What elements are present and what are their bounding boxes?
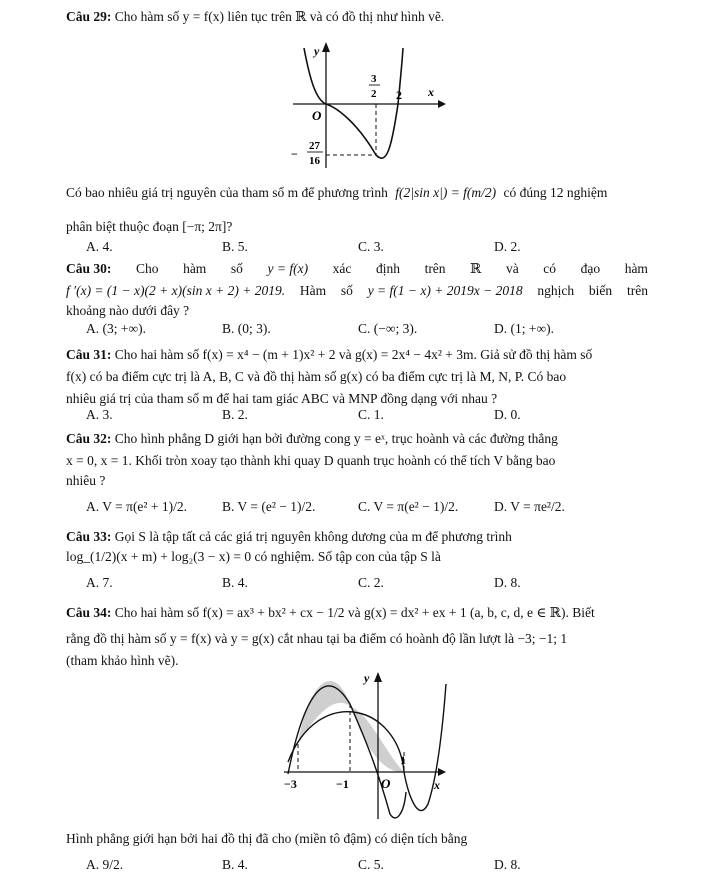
q34-line2: rằng đồ thị hàm số y = f(x) và y = g(x) cắt nhau tại ba điểm có hoành độ lần lượt là −3; −1; 1 — [66, 631, 568, 646]
q29-x-two-label: 2 — [396, 88, 402, 102]
q29-option-c[interactable]: C. 3. — [358, 239, 384, 254]
q30-l2w5: biến — [588, 283, 613, 298]
q33-option-d[interactable]: D. 8. — [494, 575, 521, 590]
q29-text1: Có bao nhiêu giá trị nguyên của tham số m để phương trình — [66, 185, 388, 200]
q30-line2 — [66, 282, 648, 299]
q33-option-b[interactable]: B. 4. — [222, 575, 248, 590]
q32-option-a[interactable]: A. V = π(e² + 1)/2. — [86, 499, 187, 514]
q29-origin-label: O — [312, 108, 322, 123]
q29-minus-sign: − — [291, 147, 298, 161]
q30-option-b[interactable]: B. (0; 3). — [222, 321, 271, 336]
q30-w1: hàm — [183, 261, 207, 276]
q29-min-num: 27 — [309, 140, 320, 152]
q34-line4: Hình phẳng giới hạn bởi hai đồ thị đã cho (miền tô đậm) có diện tích bằng — [66, 831, 468, 846]
q29-stem-text: Cho hàm số y = f(x) liên tục trên ℝ và có đồ thị như hình vẽ. — [114, 9, 445, 24]
q31-option-c[interactable]: C. 1. — [358, 407, 384, 422]
q30-w8: và — [505, 261, 519, 276]
q34-x1-label: 1 — [400, 753, 406, 767]
q31-option-d[interactable]: D. 0. — [494, 407, 521, 422]
q31-option-b[interactable]: B. 2. — [222, 407, 248, 422]
q29-option-a[interactable]: A. 4. — [86, 239, 113, 254]
q33-line1-text: Gọi S là tập tất cả các giá trị nguyên không dương của m để phương trình — [114, 529, 512, 544]
q34-label: Câu 34: — [66, 605, 112, 620]
q30-w6: trên — [424, 261, 446, 276]
q31-line3: nhiêu giá trị của tham số m để hai tam giác ABC và MNP đồng dạng với nhau ? — [66, 391, 498, 406]
q34-x-label: x — [434, 778, 440, 792]
q30-line3: khoảng nào dưới đây ? — [66, 303, 190, 318]
q31-line1-text: Cho hai hàm số f(x) = x⁴ − (m + 1)x² + 2 và g(x) = 2x⁴ − 4x² + 3m. Giả sử đồ thị hàm số — [114, 347, 593, 362]
y-axis-arrow-icon — [374, 672, 382, 682]
q30-w7: ℝ — [470, 261, 482, 276]
q34-y-label: y — [364, 671, 370, 685]
q32-line1-text: Cho hình phẳng D giới hạn bởi đường cong y = eˣ, trục hoành và các đường thẳng — [114, 431, 558, 446]
q30-w4: xác — [332, 261, 352, 276]
q29-graph — [288, 40, 448, 175]
x-axis-arrow-icon — [438, 100, 446, 108]
q34-shaded-right — [350, 704, 404, 772]
q33-label: Câu 33: — [66, 529, 112, 544]
q30-option-a[interactable]: A. (3; +∞). — [86, 321, 146, 336]
q33-line2: log_(1/2)(x + m) + log₂(3 − x) = 0 có nghiệm. Số tập con của tập S là — [66, 549, 441, 564]
q30-w9: có — [543, 261, 557, 276]
q34-option-a[interactable]: A. 9/2. — [86, 857, 124, 872]
q29-three-halves-den: 2 — [371, 88, 377, 100]
q34-line1 — [66, 604, 595, 621]
q33-line1 — [66, 528, 512, 545]
q33-option-c[interactable]: C. 2. — [358, 575, 384, 590]
q29-y-label: y — [314, 44, 320, 58]
q30-w3: y = f(x) — [267, 261, 309, 276]
q34-xm3-label: −3 — [284, 777, 297, 791]
q29-text2: có đúng 12 nghiệm — [503, 185, 608, 200]
q30-w5: định — [375, 261, 400, 276]
q32-option-d[interactable]: D. V = πe²/2. — [494, 499, 565, 514]
q29-label: Câu 29: — [66, 9, 112, 24]
q33-option-a[interactable]: A. 7. — [86, 575, 113, 590]
q34-line1-text: Cho hai hàm số f(x) = ax³ + bx² + cx − 1/2 và g(x) = dx² + ex + 1 (a, b, c, d, e ∈ ℝ). Biết — [114, 605, 595, 620]
x-axis-arrow-icon — [438, 768, 446, 776]
q29-three-halves-num: 3 — [371, 73, 377, 85]
q34-line3: (tham khảo hình vẽ). — [66, 653, 179, 668]
q29-option-b[interactable]: B. 5. — [222, 239, 248, 254]
q30-l2w1: Hàm — [299, 283, 327, 298]
q29-text3: phân biệt thuộc đoạn [−π; 2π]? — [66, 219, 233, 234]
q34-option-c[interactable]: C. 5. — [358, 857, 384, 872]
q29-option-d[interactable]: D. 2. — [494, 239, 521, 254]
q31-option-a[interactable]: A. 3. — [86, 407, 113, 422]
q30-derivative: f ′(x) = (1 − x)(2 + x)(sin x + 2) + 2019. — [66, 283, 286, 298]
q34-xm1-label: −1 — [336, 777, 349, 791]
q30-w2: số — [230, 261, 243, 276]
q30-l2w6: trên — [626, 283, 648, 298]
q30-w0: Cho — [135, 261, 159, 276]
q29-min-den: 16 — [309, 155, 320, 167]
q31-label: Câu 31: — [66, 347, 112, 362]
q30-w10: đạo — [580, 261, 601, 276]
q32-line3: nhiêu ? — [66, 473, 106, 488]
q32-label: Câu 32: — [66, 431, 112, 446]
q30-w11: hàm — [624, 261, 648, 276]
q32-option-c[interactable]: C. V = π(e² − 1)/2. — [358, 499, 459, 514]
q29-equation: f(2|sin x|) = f(m/2) — [395, 185, 497, 200]
q34-option-b[interactable]: B. 4. — [222, 857, 248, 872]
q31-line1 — [66, 346, 592, 363]
q30-l2w2: số — [340, 283, 353, 298]
q29-x-label: x — [428, 85, 434, 99]
q31-line2: f(x) có ba điểm cực trị là A, B, C và đồ thị hàm số g(x) có ba điểm cực trị là M, N, P. Có bao — [66, 369, 567, 384]
q30-function: y = f(1 − x) + 2019x − 2018 — [367, 283, 523, 298]
q30-line1 — [66, 260, 648, 277]
q30-l2w4: nghịch — [537, 283, 575, 298]
q30-option-d[interactable]: D. (1; +∞). — [494, 321, 554, 336]
y-axis-arrow-icon — [322, 42, 330, 52]
q32-line1 — [66, 430, 558, 447]
q32-option-b[interactable]: B. V = (e² − 1)/2. — [222, 499, 316, 514]
q29-question-line — [66, 182, 607, 204]
q34-option-d[interactable]: D. 8. — [494, 857, 521, 872]
q29-stem — [66, 8, 444, 25]
q32-line2: x = 0, x = 1. Khối tròn xoay tạo thành khi quay D quanh trục hoành có thể tích V bằng bao — [66, 453, 556, 468]
q30-label: Câu 30: — [66, 261, 112, 276]
q30-option-c[interactable]: C. (−∞; 3). — [358, 321, 418, 336]
q34-origin-label: O — [381, 776, 391, 791]
q34-graph — [278, 664, 453, 824]
